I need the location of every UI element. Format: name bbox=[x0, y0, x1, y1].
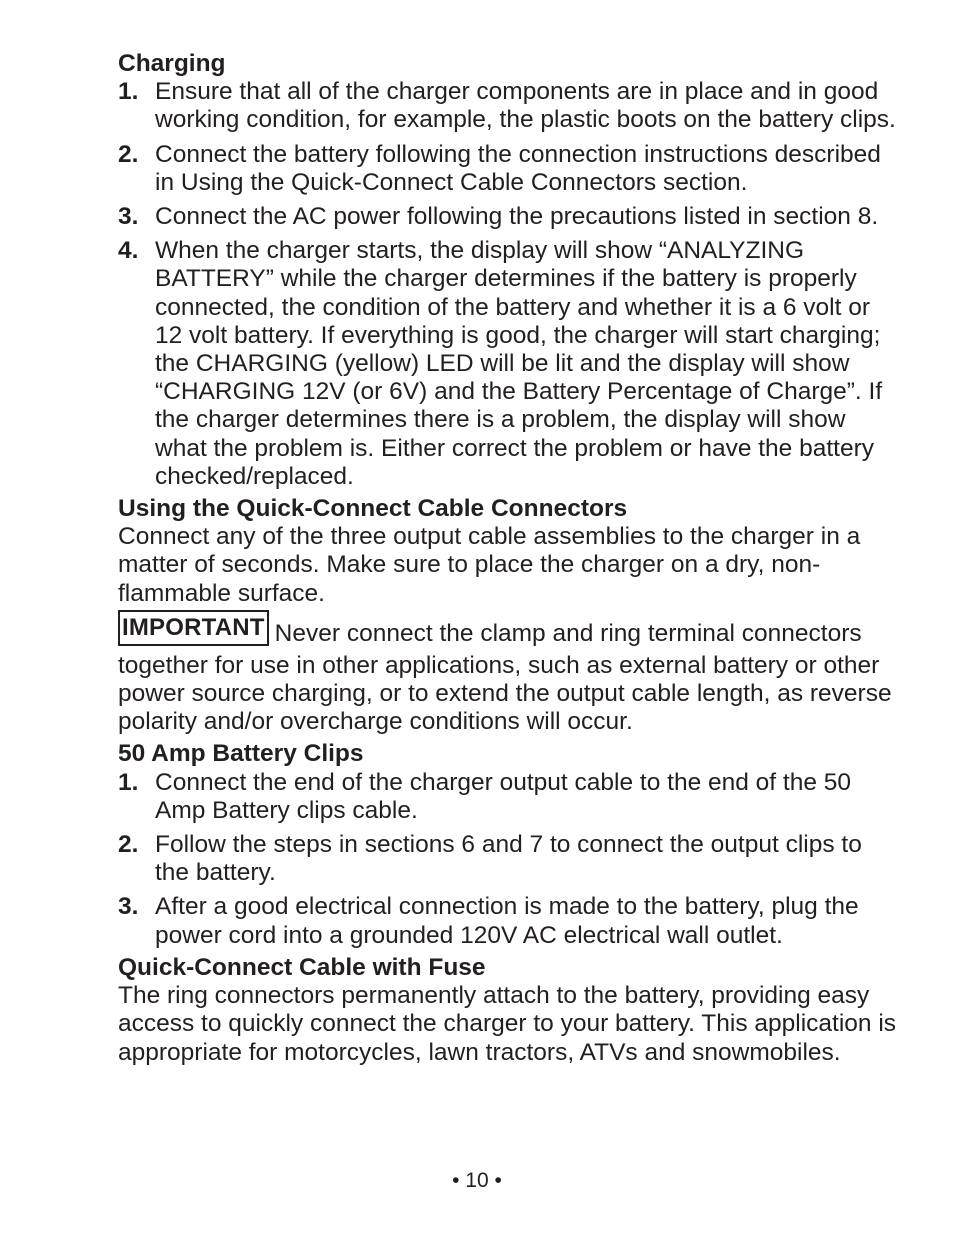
list-item bbox=[118, 237, 902, 491]
step-number: 3. bbox=[118, 203, 139, 231]
charging-section bbox=[118, 50, 902, 491]
list-item bbox=[118, 831, 902, 887]
list-item bbox=[118, 769, 902, 825]
charging-heading: Charging bbox=[118, 50, 226, 77]
step-number: 2. bbox=[118, 831, 139, 859]
manual-page bbox=[118, 50, 902, 1067]
important-notice bbox=[118, 613, 902, 737]
list-item bbox=[118, 141, 902, 197]
step-text: After a good electrical connection is made to the battery, plug the power cord into a grounded 120V AC electrical wall outlet. bbox=[155, 893, 859, 949]
list-item bbox=[118, 203, 902, 231]
fuse-cable-text: The ring connectors permanently attach to the battery, providing easy access to quickly connect the charger to your battery. This application is appropriate for motorcycles, lawn tractors, ATVs and snowmobiles. bbox=[118, 982, 897, 1066]
step-number: 1. bbox=[118, 78, 139, 106]
step-number: 2. bbox=[118, 140, 139, 168]
list-item bbox=[118, 78, 902, 134]
quick-connect-heading: Using the Quick-Connect Cable Connectors bbox=[118, 495, 628, 523]
important-text: Never connect the clamp and ring terminal connectors together for use in other applications, such as external battery or other power source charging, or to extend the output cable length, as reverse polarity and/or overcharge conditions will occur. bbox=[118, 619, 892, 736]
battery-clips-heading: 50 Amp Battery Clips bbox=[118, 740, 364, 768]
fuse-cable-section bbox=[118, 954, 902, 1067]
step-text: Connect the battery following the connection instructions described in Using the Quick-Connect Cable Connectors section. bbox=[155, 140, 881, 196]
battery-clips-steps bbox=[118, 769, 902, 950]
charging-steps bbox=[118, 78, 902, 491]
step-number: 3. bbox=[118, 893, 139, 921]
step-text: Connect the AC power following the precautions listed in section 8. bbox=[155, 203, 879, 231]
step-text: Connect the end of the charger output cable to the end of the 50 Amp Battery clips cable. bbox=[155, 768, 852, 824]
battery-clips-section bbox=[118, 740, 902, 949]
step-text: When the charger starts, the display will show “ANALYZING BATTERY” while the charger determines if the battery is properly connected, the condition of the battery and whether it is a 6 volt or 12 volt battery. If everything is good, the charger will start charging; the CHARGING (yellow) LED will be lit and the display will show “CHARGING 12V (or 6V) and the Battery Percentage of Charge”. If the charger determines there is a problem, the display will show what the problem is. Either correct the problem or have the battery checked/replaced. bbox=[155, 237, 883, 490]
step-number: 4. bbox=[118, 237, 139, 265]
quick-connect-text: Connect any of the three output cable assemblies to the charger in a matter of seconds. Make sure to place the charger on a dry, non-flammable surface. bbox=[118, 523, 861, 607]
step-number: 1. bbox=[118, 768, 139, 796]
list-item bbox=[118, 893, 902, 949]
important-label: IMPORTANT bbox=[118, 610, 269, 646]
quick-connect-section bbox=[118, 495, 902, 608]
page-number: • 10 • bbox=[452, 1169, 502, 1192]
step-text: Follow the steps in sections 6 and 7 to connect the output clips to the battery. bbox=[155, 831, 862, 887]
fuse-cable-heading: Quick-Connect Cable with Fuse bbox=[118, 953, 486, 981]
step-text: Ensure that all of the charger components are in place and in good working condition, for example, the plastic boots on the battery clips. bbox=[155, 78, 896, 134]
